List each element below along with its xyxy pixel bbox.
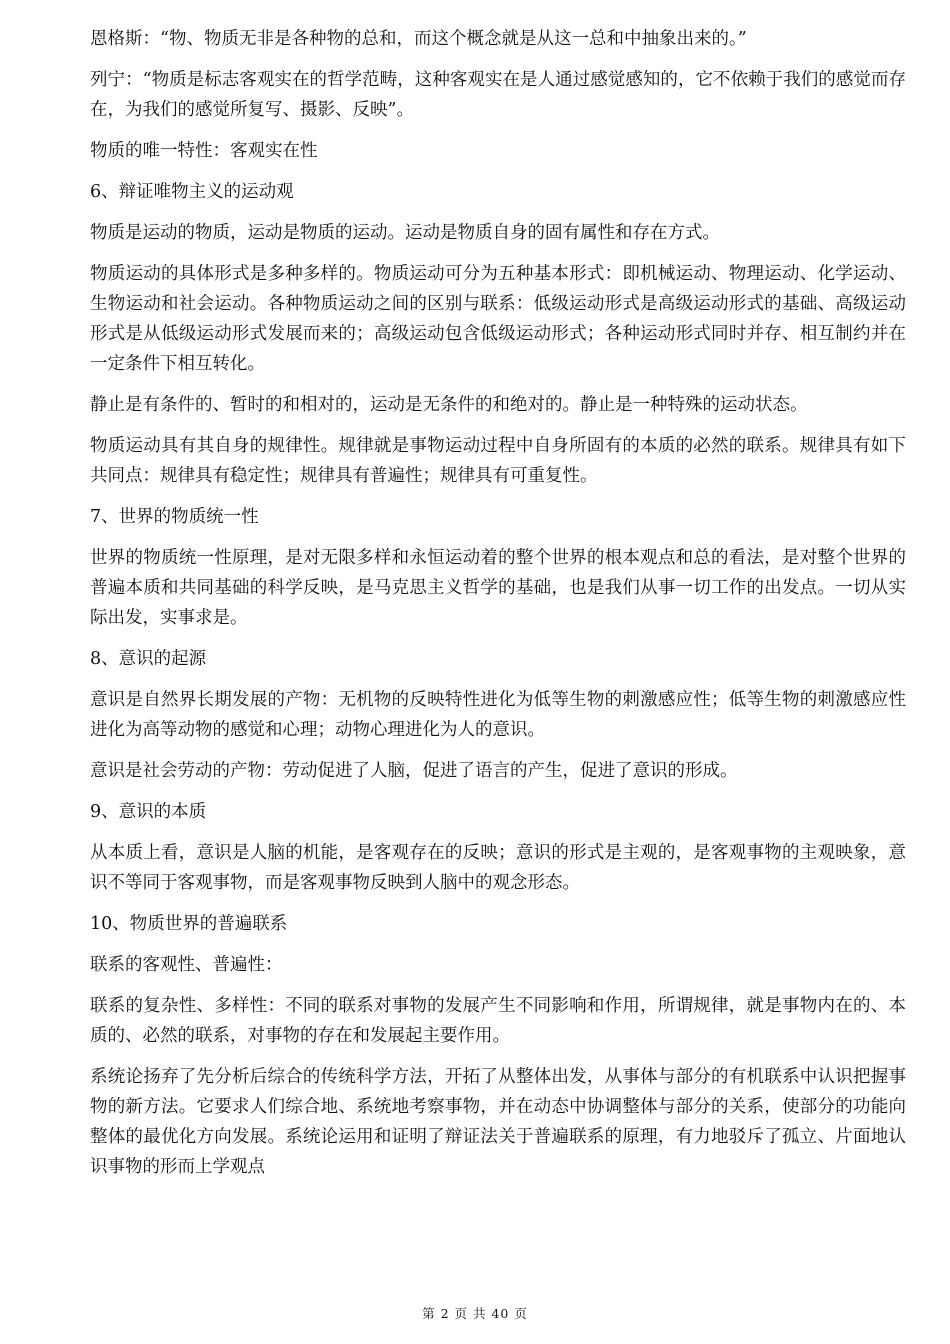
paragraph-consciousness-labor-origin: 意识是社会劳动的产物：劳动促进了人脑，促进了语言的产生，促进了意识的形成。 [90,761,738,781]
document-body [90,24,906,1193]
paragraph-material-unity: 世界的物质统一性原理，是对无限多样和永恒运动着的整个世界的根本观点和总的看法，是对整个世界的普遍本质和共同基础的科学反映，是马克思主义哲学的基础，也是我们从事一切工作的出发点。一切从实际出发，实事求是。 [90,548,906,628]
paragraph-matter-property: 物质的唯一特性：客观实在性 [90,141,318,161]
section-heading-7: 7、世界的物质统一性 [90,507,259,527]
section-heading-10: 10、物质世界的普遍联系 [90,914,288,934]
paragraph-motion-laws: 物质运动具有其自身的规律性。规律就是事物运动过程中自身所固有的本质的必然的联系。规律具有如下共同点：规律具有稳定性；规律具有普遍性；规律具有可重复性。 [90,436,906,486]
paragraph-consciousness-essence: 从本质上看，意识是人脑的机能，是客观存在的反映；意识的形式是主观的，是客观事物的主观映象，意识不等同于客观事物，而是客观事物反映到人脑中的观念形态。 [90,843,906,893]
section-heading-9: 9、意识的本质 [90,802,207,822]
paragraph-connection-complexity: 联系的复杂性、多样性：不同的联系对事物的发展产生不同影响和作用，所谓规律，就是事物内在的、本质的、必然的联系，对事物的存在和发展起主要作用。 [90,996,906,1046]
paragraph-consciousness-nature-origin: 意识是自然界长期发展的产物：无机物的反映特性进化为低等生物的刺激感应性；低等生物的刺激感应性进化为高等动物的感觉和心理；动物心理进化为人的意识。 [90,690,906,740]
section-heading-8: 8、意识的起源 [90,649,207,669]
paragraph-motion-forms: 物质运动的具体形式是多种多样的。物质运动可分为五种基本形式：即机械运动、物理运动、化学运动、生物运动和社会运动。各种物质运动之间的区别与联系：低级运动形式是高级运动形式的基础、高级运动形式是从低级运动形式发展而来的；高级运动包含低级运动形式；各种运动形式同时并存、相互制约并在一定条件下相互转化。 [90,264,906,374]
paragraph-connection-objectivity: 联系的客观性、普遍性： [90,955,283,975]
section-heading-6: 6、辩证唯物主义的运动观 [90,182,294,202]
paragraph-lenin-quote: 列宁：“物质是标志客观实在的哲学范畴，这种客观实在是人通过感觉感知的，它不依赖于我们的感觉而存在，为我们的感觉所复写、摄影、反映”。 [90,70,906,120]
paragraph-rest-motion: 静止是有条件的、暂时的和相对的，运动是无条件的和绝对的。静止是一种特殊的运动状态。 [90,395,808,415]
paragraph-systems-theory: 系统论扬弃了先分析后综合的传统科学方法，开拓了从整体出发，从事体与部分的有机联系中认识把握事物的新方法。它要求人们综合地、系统地考察事物，并在动态中协调整体与部分的关系，使部分的功能向整体的最优化方向发展。系统论运用和证明了辩证法关于普遍联系的原理，有力地驳斥了孤立、片面地认识事物的形而上学观点 [90,1067,906,1177]
paragraph-motion-definition: 物质是运动的物质，运动是物质的运动。运动是物质自身的固有属性和存在方式。 [90,223,720,243]
page-footer: 第 2 页 共 40 页 [422,1306,528,1321]
paragraph-engels-quote: 恩格斯：“物、物质无非是各种物的总和，而这个概念就是从这一总和中抽象出来的。” [90,29,747,49]
